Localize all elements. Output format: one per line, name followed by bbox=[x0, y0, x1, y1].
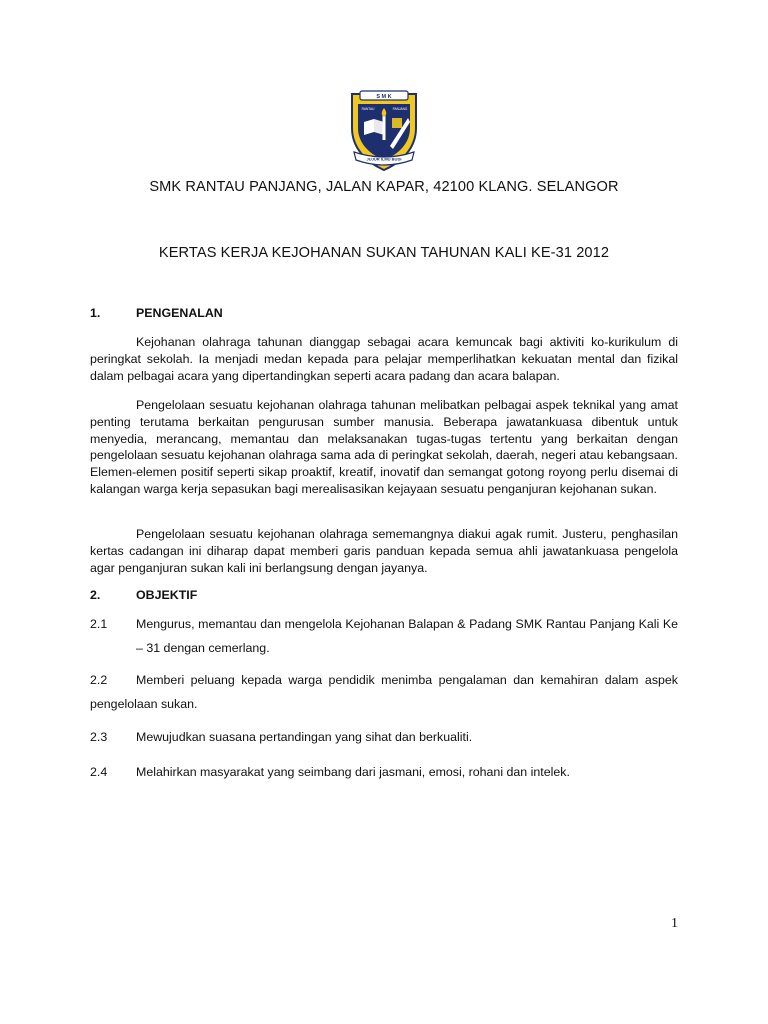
objective-number: 2.4 bbox=[90, 765, 108, 779]
school-crest-icon bbox=[346, 88, 422, 172]
paragraph-intro-1: Kejohanan olahraga tahunan dianggap sebagai acara kemuncak bagi aktiviti ko-kurikulum di peringkat sekolah. Ia menjadi medan kepada para pelajar memperlihatkan kekuatan mental dan fizikal dalam pelbagai acara yang dipertandingkan seperti acara padang dan acara balapan. bbox=[90, 335, 678, 383]
objective-number: 2.2 bbox=[90, 673, 108, 687]
section-number: 2. bbox=[90, 588, 101, 602]
crest-motto: JUJUR ILMU BUDI bbox=[366, 156, 402, 162]
objective-text: Melahirkan masyarakat yang seimbang dari jasmani, emosi, rohani dan intelek. bbox=[136, 765, 570, 779]
document-title: KERTAS KERJA KEJOHANAN SUKAN TAHUNAN KALI KE-31 2012 bbox=[158, 245, 610, 261]
crest-text-left: RANTAU bbox=[361, 107, 375, 111]
crest-text-right: PANJANG bbox=[392, 107, 408, 111]
paragraph-intro-2: Pengelolaan sesuatu kejohanan olahraga tahunan melibatkan pelbagai aspek teknikal yang amat penting terutama berkaitan pengurusan sumber manusia. Beberapa jawatankuasa dibentuk untuk menyedia, merancang, memantau dan melaksanakan tugas-tugas tertentu yang berkaitan dengan pengelolaan sesuatu kejohanan olahraga sama ada di peringkat sekolah, daerah, negeri atau kebangsaan. Elemen-elemen positif seperti sikap proaktif, kreatif, inovatif dan semangat gotong royong perlu disemai di kalangan warga kerja sepasukan bagi merealisasikan kejayaan sesuatu penganjuran kejohanan sukan. bbox=[90, 398, 678, 496]
crest-text-top: S M K bbox=[376, 94, 392, 100]
page-number: 1 bbox=[671, 916, 678, 931]
objective-text: Mewujudkan suasana pertandingan yang sihat dan berkualiti. bbox=[136, 730, 473, 744]
paragraph-intro-3: Pengelolaan sesuatu kejohanan olahraga sememangnya diakui agak rumit. Justeru, penghasilan kertas cadangan ini diharap dapat memberi garis panduan kepada semua ahli jawatankuasa pengelola agar penganjuran sukan kali ini berlangsung dengan jayanya. bbox=[90, 527, 678, 575]
objective-number: 2.1 bbox=[90, 617, 108, 631]
section-title-objektif: OBJEKTIF bbox=[136, 588, 198, 602]
objective-text: Memberi peluang kepada warga pendidik menimba pengalaman dan kemahiran dalam aspek pengelolaan sukan. bbox=[90, 673, 678, 711]
section-number: 1. bbox=[90, 306, 101, 320]
section-title-pengenalan: PENGENALAN bbox=[136, 306, 223, 320]
objective-text: Mengurus, memantau dan mengelola Kejohanan Balapan & Padang SMK Rantau Panjang Kali Ke – 31 dengan cemerlang. bbox=[136, 617, 678, 655]
objective-number: 2.3 bbox=[90, 730, 108, 744]
school-address: SMK RANTAU PANJANG, JALAN KAPAR, 42100 KLANG. SELANGOR bbox=[149, 179, 619, 195]
